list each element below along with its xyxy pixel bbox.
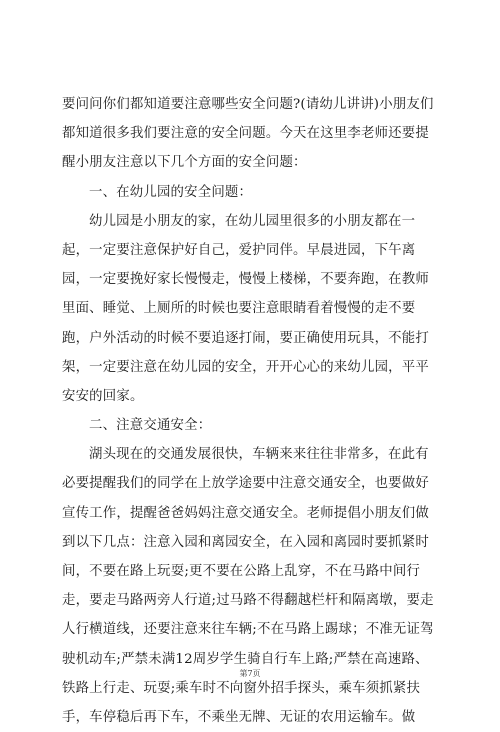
text-line: 湖头现在的交通发展很快，车辆来来往往非常多，在此有 [89,447,429,463]
text-line: 宣传工作，提醒爸爸妈妈注意交通安全。老师提倡小朋友们做 [62,505,429,521]
text-line: 醒小朋友注意以下几个方面的安全问题： [62,155,307,171]
text-line: 安安的回家。 [62,388,144,404]
text-line: 要问问你们都知道要注意哪些安全问题?(请幼儿讲讲)小朋友们 [62,97,434,112]
text-line: 到以下几点：注意入园和离园安全，在入园和离园时要抓紧时 [62,534,429,550]
text-line: 架，一定要注意在幼儿园的安全，开开心心的来幼儿园，平平 [62,359,429,375]
text-line: 间，不要在路上玩耍;更不要在公路上乱穿，不在马路中间行 [62,564,421,579]
text-line: 里面、睡觉、上厕所的时候也要注意眼睛看着慢慢的走不要 [62,301,416,317]
text-line: 手，车停稳后再下车，不乘坐无牌、无证的农用运输车。做 [62,709,416,725]
page-number: 第7页 [239,669,261,678]
document-body [62,90,440,732]
text-line: 铁路上行走、玩耍;乘车时不向窗外招手探头，乘车须抓紧扶 [62,680,421,696]
section-heading-1: 一、在幼儿园的安全问题： [89,184,253,200]
text-line: 人行横道线，还要注意来往车辆;不在马路上踢球；不准无证驾 [62,622,434,638]
text-line: 园，一定要挽好家长慢慢走，慢慢上楼梯，不要奔跑，在教师 [62,272,429,288]
section-heading-2: 二、注意交通安全： [89,418,212,434]
text-line: 走，要走马路两旁人行道;过马路不得翻越栏杆和隔离墩，要走 [62,593,434,609]
text-line: 必要提醒我们的同学在上放学途要中注意交通安全，也要做好 [62,476,429,492]
text-line: 起，一定要注意保护好自己，爱护同伴。早晨进园，下午离 [62,242,416,258]
text-line: 跑，户外活动的时候不要追逐打闹，要正确使用玩具，不能打 [62,330,429,346]
text-line: 驶机动车;严禁未满12周岁学生骑自行车上路;严禁在高速路、 [62,651,429,667]
text-line: 幼儿园是小朋友的家，在幼儿园里很多的小朋友都在一 [89,213,416,229]
text-line: 都知道很多我们要注意的安全问题。今天在这里李老师还要提 [62,126,429,142]
